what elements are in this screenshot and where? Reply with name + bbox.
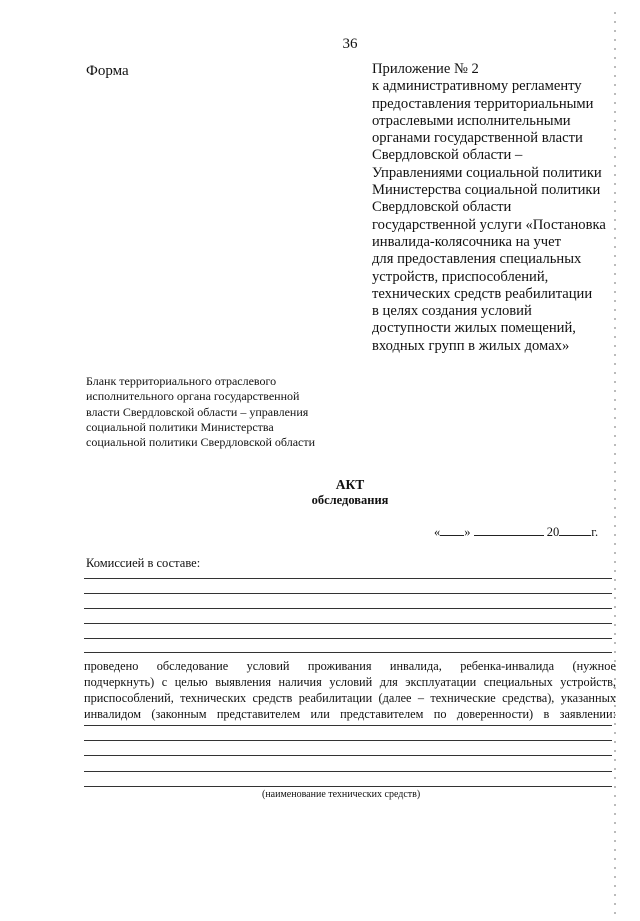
day-blank[interactable] [440, 523, 464, 536]
year-blank[interactable] [559, 523, 591, 536]
appendix-line: Управлениями социальной политики [372, 164, 602, 181]
appendix-line: доступности жилых помещений, [372, 320, 576, 337]
devices-fill-line[interactable] [84, 771, 612, 772]
date-line [434, 523, 598, 540]
blank-header-line: социальной политики Министерства [86, 419, 274, 434]
commission-fill-line[interactable] [84, 578, 612, 579]
appendix-block [372, 61, 620, 355]
year-prefix: 20 [546, 525, 560, 539]
blank-header-line: власти Свердловской области – управления [86, 404, 309, 419]
appendix-line: Свердловской области [372, 199, 512, 216]
commission-label: Комиссией в составе: [86, 556, 201, 570]
devices-fill-line[interactable] [84, 755, 612, 756]
appendix-line: предоставления территориальными [372, 95, 594, 112]
paragraph-line: инвалидом (законным представителем или представителем по доверенности) в заявлении: [84, 707, 616, 721]
appendix-line: отраслевыми исполнительными [372, 112, 571, 129]
devices-fill-line[interactable] [84, 786, 612, 787]
paragraph-line: подчеркнуть) с целью выявления наличия условий для эксплуатации специальных устройств, [84, 675, 616, 689]
paragraph-line: приспособлений, технических средств реабилитации (далее – технические средства), указанных [84, 691, 616, 705]
appendix-line: для предоставления специальных [372, 251, 582, 268]
commission-fill-line[interactable] [84, 638, 612, 639]
appendix-line: Приложение № 2 [372, 61, 479, 77]
appendix-line: технических средств реабилитации [372, 285, 593, 302]
page-number: 36 [342, 36, 358, 52]
form-label: Форма [86, 63, 129, 79]
commission-fill-line[interactable] [84, 608, 612, 609]
blank-header [86, 374, 366, 450]
blank-header-line: социальной политики Свердловской области [86, 435, 316, 450]
appendix-line: инвалида-колясочника на учет [372, 233, 562, 250]
devices-fill-line[interactable] [84, 725, 612, 726]
appendix-line: входных групп в жилых домах» [372, 337, 570, 354]
commission-fill-line[interactable] [84, 652, 612, 653]
appendix-line: Свердловской области – [372, 147, 523, 164]
appendix-line: Министерства социальной политики [372, 182, 601, 199]
appendix-line: к административному регламенту [372, 78, 582, 95]
blank-header-line: исполнительного органа государственной [86, 389, 300, 404]
act-subtitle: обследования [311, 493, 389, 507]
commission-fill-line[interactable] [84, 593, 612, 594]
devices-fill-line[interactable] [84, 740, 612, 741]
devices-caption: (наименование технических средств) [262, 789, 421, 800]
appendix-line: государственной услуги «Постановка [372, 216, 606, 233]
appendix-line: устройств, приспособлений, [372, 268, 549, 285]
act-title: АКТ [335, 477, 365, 492]
commission-fill-line[interactable] [84, 623, 612, 624]
month-blank[interactable] [474, 523, 544, 536]
appendix-line: в целях создания условий [372, 303, 532, 320]
blank-header-line: Бланк территориального отраслевого [86, 374, 277, 388]
paragraph-line: проведено обследование условий проживания инвалида, ребенка-инвалида (нужное [84, 659, 616, 673]
inspection-paragraph [84, 658, 616, 722]
date-close-quote: » [464, 525, 471, 539]
year-suffix: г. [591, 525, 599, 539]
appendix-line: органами государственной власти [372, 130, 583, 147]
date-open-quote: « [434, 525, 441, 539]
